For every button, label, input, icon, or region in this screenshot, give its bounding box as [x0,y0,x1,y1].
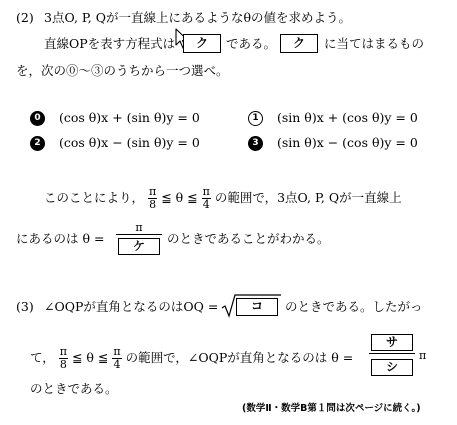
q2-line4-text-a: このことにより， [44,190,145,205]
choice-text-1: (sin θ)x + (cos θ)y = 0 [276,110,418,125]
fraction-pi-over-4 [202,186,211,211]
q2-line3: を，次の⓪〜③のうちから一つ選べ。 [16,63,229,78]
choice-label-2: 2 [30,136,45,151]
fraction-pi-over-8 [59,346,68,371]
fraction-denominator: 8 [59,358,67,371]
answer-box-ke: ケ [118,238,160,255]
inequality: ≦ θ ≦ [71,350,109,365]
fraction-numerator: π [116,222,162,235]
choice-label-0: 0 [30,111,45,126]
pi-symbol: π [419,349,427,362]
fraction-denominator: 4 [113,358,121,371]
q2-line2-text-c: に当てはまるもの [324,36,425,51]
choice-text-3: (sin θ)x − (cos θ)y = 0 [276,135,418,150]
q3-line2-text-b: の範囲で，∠OQPが直角となるのは θ = [125,350,354,365]
choice-label-3: 3 [248,136,263,151]
page-footer-note: (数学Ⅱ・数学B第１問は次ページに続く。) [242,403,421,414]
q3-line3: のときである。 [30,381,118,396]
choice-3 [248,135,418,151]
choice-2 [30,135,200,151]
fraction-bar [369,353,415,354]
q2-number: (2) [16,10,34,25]
q2-line2 [44,36,175,52]
q2-line5-text-b: のときであることがわかる。 [167,231,330,246]
q3-line2-text-a: て， [30,350,55,365]
fraction-pi-over-4 [112,346,121,371]
answer-box-ku: ク [183,34,221,53]
answer-box-ko: コ [236,298,278,316]
q3-line1-text-b: のときである。したがっ [285,299,423,314]
q3-line2 [30,346,353,371]
choice-text-2: (cos θ)x − (sin θ)y = 0 [58,135,200,150]
answer-box-sa: サ [371,334,413,351]
choice-label-1: 1 [248,111,263,126]
choice-0 [30,110,200,126]
fraction-denominator: 4 [202,198,210,211]
fraction-numerator: π [113,345,121,358]
q2-line2-text-a: 直線OPを表す方程式は [44,36,176,51]
q2-line4-text-b: の範囲で，3点O, P, Qが一直線上 [214,190,402,205]
choice-1 [248,110,418,126]
fraction-numerator: π [202,185,210,198]
q3-number: (3) [16,299,34,314]
fraction-sa-over-shi [369,331,415,376]
fraction-denominator: 8 [149,198,157,211]
answer-box-ku-ref: ク [280,34,318,53]
inequality: ≦ θ ≦ [161,190,198,205]
answer-box-shi: シ [371,359,413,376]
q2-line4 [44,186,402,211]
q2-line1: 3点O, P, Qが一直線上にあるようなθの値を求めよう。 [44,10,352,25]
q3-line1-text-a: ∠OQPが直角となるのはOQ = [44,299,219,314]
q2-line5-text-a: にあるのは θ = [16,231,105,246]
choice-text-0: (cos θ)x + (sin θ)y = 0 [58,110,200,125]
fraction-numerator: π [59,345,67,358]
fraction-pi-over-8 [148,186,157,211]
fraction-numerator: π [149,185,157,198]
q2-line2-text-b: である。 [226,36,277,51]
fraction-pi-over-ke [116,222,162,255]
